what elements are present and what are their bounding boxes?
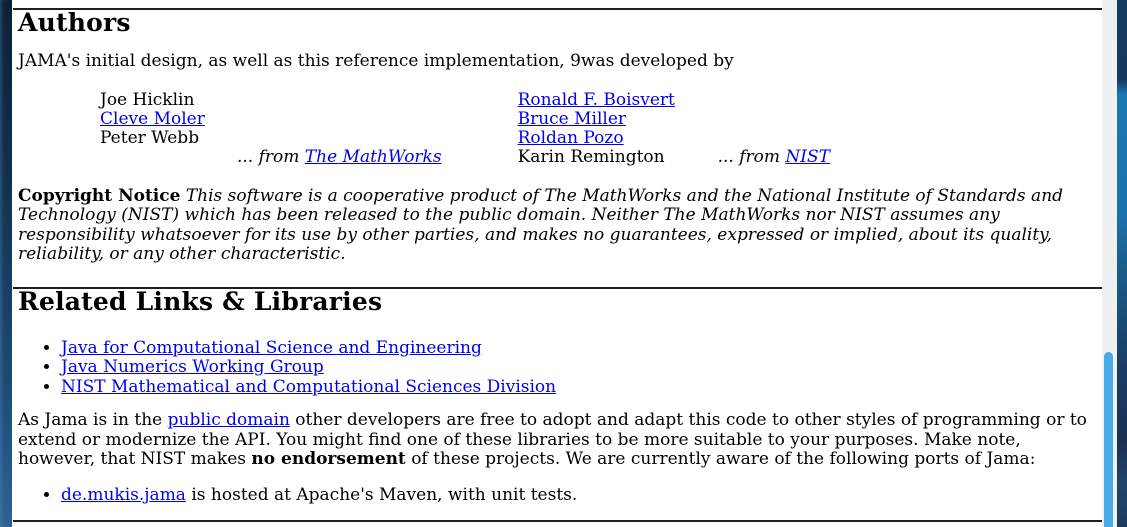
no-endorsement-text: no endorsement (251, 449, 406, 469)
list-item (61, 378, 1102, 398)
link-java-numerics-working-group[interactable]: Java Numerics Working Group (61, 357, 324, 377)
ports-paragraph: As Jama is in the public domain other developers are free to adopt and adapt this code to other styles of programming or to extend or modernize the API. You might find one of these libraries to be more suitable to your purposes. Make note, however, that NIST makes no endorsement of these projects. We are currently aware of the following ports of Jama: (18, 410, 1087, 469)
public-domain-link[interactable]: public domain (167, 410, 290, 430)
ports-list (18, 486, 1102, 506)
scrollbar-track[interactable] (1102, 0, 1117, 527)
table-row (100, 148, 830, 167)
de-mukis-jama-link[interactable]: de.mukis.jama (61, 484, 186, 505)
copyright-notice-text: This software is a cooperative product of The MathWorks and the National Institute of Standards and Technology (NIST) which has been released to the public domain. Neither The MathWorks nor NIST assumes any responsibility whatsoever for its use by other parties, and makes no guarantees, expressed or implied, about its quality, reliability, or any other characteristic. (18, 185, 1064, 264)
related-links-list (18, 339, 1102, 398)
author-link-bruce-miller[interactable]: Bruce Miller (517, 108, 627, 129)
author-link-cleve-moler[interactable]: Cleve Moler (100, 108, 205, 129)
author-name: Peter Webb (100, 127, 200, 148)
table-row (100, 91, 830, 110)
table-row (100, 110, 830, 129)
table-row (100, 129, 830, 148)
author-name: Karin Remington (517, 146, 665, 167)
window-left-edge (0, 0, 12, 527)
authors-intro-paragraph: JAMA's initial design, as well as this reference implementation, 9was developed by (18, 51, 734, 71)
nist-link[interactable]: NIST (785, 146, 830, 167)
page-content (13, 0, 1102, 527)
copyright-notice-label: Copyright Notice (18, 185, 181, 206)
link-java-computational-science[interactable]: Java for Computational Science and Engineering (61, 337, 482, 358)
link-nist-math-sciences-division[interactable]: NIST Mathematical and Computational Sciences Division (61, 376, 557, 397)
authors-heading: Authors (18, 8, 131, 37)
list-item (61, 486, 1102, 506)
from-mathworks-caption: ... from The MathWorks (237, 146, 442, 167)
list-item (61, 358, 1102, 378)
port-description: is hosted at Apache's Maven, with unit tests. (185, 484, 578, 505)
list-item (61, 339, 1102, 359)
mathworks-link[interactable]: The MathWorks (304, 146, 442, 167)
related-links-heading: Related Links & Libraries (18, 286, 383, 316)
scrollbar-thumb[interactable] (1104, 352, 1113, 527)
authors-table (100, 91, 830, 167)
author-link-ronald-boisvert[interactable]: Ronald F. Boisvert (517, 89, 675, 110)
author-name: Joe Hicklin (100, 89, 195, 110)
author-link-roldan-pozo[interactable]: Roldan Pozo (517, 127, 624, 148)
section-divider-bottom (13, 520, 1102, 522)
window-right-edge (1117, 0, 1127, 527)
copyright-paragraph (18, 187, 1102, 265)
from-nist-caption: ... from NIST (717, 146, 830, 167)
